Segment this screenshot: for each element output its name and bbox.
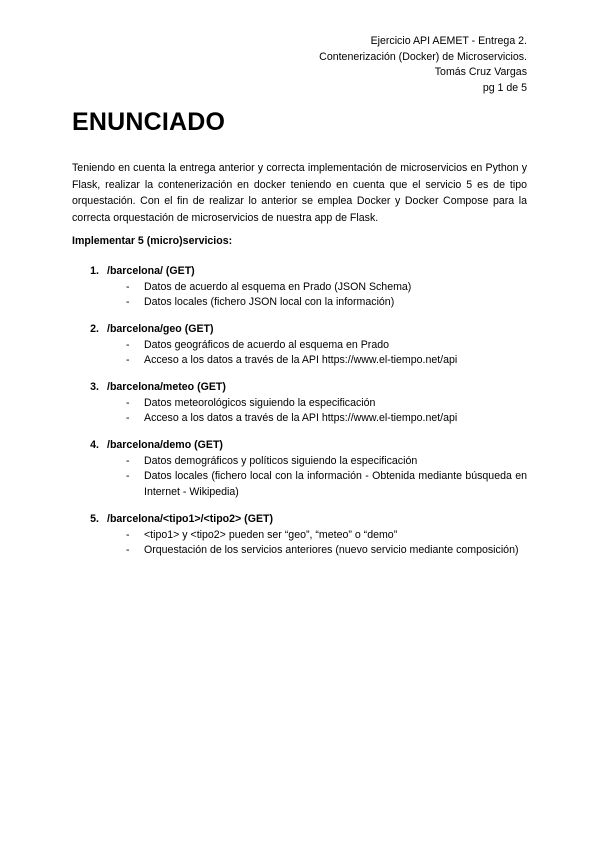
service-number: 2. (90, 323, 99, 335)
service-item (72, 438, 527, 500)
bullet-text: Datos demográficos y políticos siguiendo la especificación (144, 454, 418, 467)
bullet-text: Orquestación de los servicios anteriores (nuevo servicio mediante composición) (144, 544, 519, 556)
bullet-item (72, 411, 527, 427)
bullet-item (72, 295, 527, 311)
bullet-item (72, 396, 527, 412)
services-subheading: Implementar 5 (micro)servicios: (72, 235, 233, 247)
service-endpoint: /barcelona/<tipo1>/<tipo2> (GET) (107, 513, 274, 525)
header-page-number: pg 1 de 5 (482, 81, 527, 94)
service-item (72, 264, 527, 311)
dash-bullet: - (126, 544, 130, 556)
bullet-item (72, 543, 527, 559)
header-topic-line: Contenerización (Docker) de Microservicios. (319, 50, 527, 63)
dash-bullet: - (126, 412, 130, 424)
bullet-text: Datos locales (fichero JSON local con la información) (144, 296, 395, 308)
dash-bullet: - (126, 454, 130, 467)
service-item (72, 380, 527, 427)
intro-paragraph: Teniendo en cuenta la entrega anterior y correcta implementación de microservicios en Python y Flask, realizar la contenerización en docker teniendo en cuenta que el servicio 5 es de tipo orquestación. Con el fin de realizar lo anterior se emplea Docker y Docker Compose para la correcta orquestación de microservicios de nuestra app de Flask. (72, 162, 527, 224)
bullet-text: <tipo1> y <tipo2> pueden ser “geo”, “meteo” o “demo” (144, 528, 398, 541)
dash-bullet: - (126, 280, 130, 293)
bullet-item (72, 353, 527, 369)
bullet-item (72, 528, 527, 544)
page-title: ENUNCIADO (72, 108, 226, 136)
service-endpoint: /barcelona/meteo (GET) (107, 381, 226, 393)
bullet-text: Acceso a los datos a través de la API https://www.el-tiempo.net/api (144, 412, 458, 424)
dash-bullet: - (126, 470, 130, 482)
service-number: 3. (90, 381, 99, 393)
bullet-text: Datos locales (fichero local con la información - Obtenida mediante búsqueda en Internet - Wikipedia) (144, 470, 527, 498)
bullet-text: Datos geográficos de acuerdo al esquema en Prado (144, 338, 389, 351)
bullet-text: Datos de acuerdo al esquema en Prado (JSON Schema) (144, 280, 412, 293)
bullet-item (72, 280, 527, 296)
bullet-text: Acceso a los datos a través de la API https://www.el-tiempo.net/api (144, 354, 458, 366)
service-item (72, 512, 527, 559)
service-endpoint: /barcelona/demo (GET) (107, 439, 223, 451)
service-number: 4. (90, 439, 99, 451)
dash-bullet: - (126, 354, 130, 366)
bullet-item (72, 454, 527, 470)
dash-bullet: - (126, 396, 130, 409)
service-endpoint: /barcelona/ (GET) (107, 265, 195, 277)
bullet-item (72, 338, 527, 354)
document-header (319, 34, 527, 96)
dash-bullet: - (126, 296, 130, 308)
bullet-item (72, 469, 527, 500)
service-number: 5. (90, 513, 99, 525)
service-endpoint: /barcelona/geo (GET) (107, 323, 214, 335)
service-number: 1. (90, 265, 99, 277)
header-author-line: Tomás Cruz Vargas (434, 66, 527, 79)
bullet-text: Datos meteorológicos siguiendo la especificación (144, 396, 376, 409)
service-item (72, 322, 527, 369)
dash-bullet: - (126, 528, 130, 541)
dash-bullet: - (126, 338, 130, 351)
header-course-line: Ejercicio API AEMET - Entrega 2. (370, 35, 527, 47)
